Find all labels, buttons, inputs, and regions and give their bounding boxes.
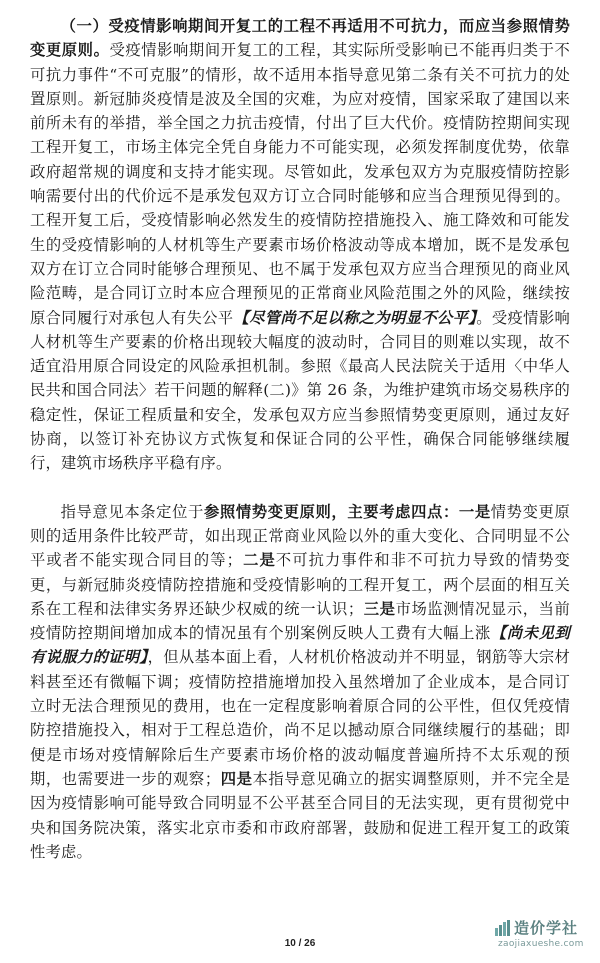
paragraph2-bold-2: 二是 [242,551,276,570]
watermark-url: zaojiaxueshe.com [498,939,584,949]
paragraph2-bold-1: 参照情势变更原则，主要考虑四点：一是 [203,502,491,521]
paragraph2-text-6: 本指导意见确立的据实调整原则，并不完全是因为疫情影响可能导致合同明显不公平甚至合同目的无法实现，更有贯彻党中央和国务院决策，落实北京市委和市政府部署，鼓励和促进工程开复工的政策性考虑。 [30,769,570,861]
document-page [30,14,570,864]
paragraph2-text-2: 情势变更原则的适用条件比较严苛，如出现正常商业风险以外的重大变化、合同明显不公平或者不能实现合同目的等； [30,502,570,570]
paragraph1-text-1: 受疫情影响期间开复工的工程，其实际所受影响已不能再归类于不可抗力事件“不可克服”的情形，故不适用本指导意见第二条有关不可抗力的处置原则。新冠肺炎疫情是波及全国的灾难，为应对疫情，国家采取了建国以来前所未有的举措，举全国之力抗击疫情，付出了巨大代价。疫情防控期间实现工程开复工，市场主体完全凭自身能力不可能实现，必须发挥制度优势，依靠政府超常规的调度和支持才能实现。尽管如此，发承包双方为克服疫情防控影响需要付出的代价远不是承发包双方订立合同时能够和应当合理预见得到的。工程开复工后，受疫情影响必然发生的疫情防控措施投入、施工降效和可能发生的受疫情影响的人材机等生产要素市场价格波动等成本增加，既不是发承包双方在订立合同时能够合理预见、也不属于发承包双方应当合理预见的商业风险范畴，是合同订立时本应合理预见的正常商业风险范围之外的风险，继续按原合同履行对承包人有失公平 [30,41,570,327]
paragraph-four-considerations [30,500,570,864]
inline-comment-2: 【尚未见到有说服力的证明】 [30,624,570,667]
watermark-logo-icon [494,919,512,937]
paragraph2-bold-3: 三是 [363,599,396,618]
paragraph2-text-4: 市场监测情况显示，当前疫情防控期间增加成本的情况虽有个别案例反映人工费有大幅上涨 [30,599,570,643]
site-watermark [494,915,586,953]
watermark-title: 造价学社 [514,919,579,937]
paragraph-force-majeure [30,14,570,476]
paragraph2-text-1: 指导意见本条定位于 [60,502,204,521]
inline-comment-1: 【尽管尚不足以称之为明显不公平】 [233,308,477,327]
paragraph2-text-3: 不可抗力事件和非不可抗力导致的情势变更，与新冠肺炎疫情防控措施和受疫情影响的工程开复工，两个层面的相互关系在工程和法律实务界还缺少权威的统一认识； [30,551,571,618]
page-number: 10 / 26 [284,938,316,949]
paragraph2-text-5: ，但从基本面上看，人材机价格波动并不明显，钢筋等大宗材料甚至还有微幅下调；疫情防控措施增加投入虽然增加了企业成本，是合同订立时无法合理预见的费用，也在一定程度影响着原合同的公平性，但仅凭疫情防控措施投入，相对于工程总造价，尚不足以撼动原合同继续履行的基础；即便是市场对疫情解除后生产要素市场价格的波动幅度普遍所持不太乐观的预期，也需要进一步的观察； [30,648,570,788]
paragraph1-text-2: 。受疫情影响人材机等生产要素的价格出现较大幅度的波动时，合同目的则难以实现，故不适宜沿用原合同设定的风险承担机制。参照《最高人民法院关于适用〈中华人民共和国合同法〉若干问题的解释(二)》第 26 条，为维护建筑市场交易秩序的稳定性，保证工程质量和安全，发承包双方应当参照情势变更原则，通过友好协商，以签订补充协议方式恢复和保证合同的公平性，确保合同能够继续履行，建筑市场秩序平稳有序。 [30,308,570,473]
paragraph2-bold-4: 四是 [220,769,253,788]
section-heading: （一）受疫情影响期间开复工的工程不再适用不可抗力，而应当参照情势变更原则。 [30,17,570,60]
